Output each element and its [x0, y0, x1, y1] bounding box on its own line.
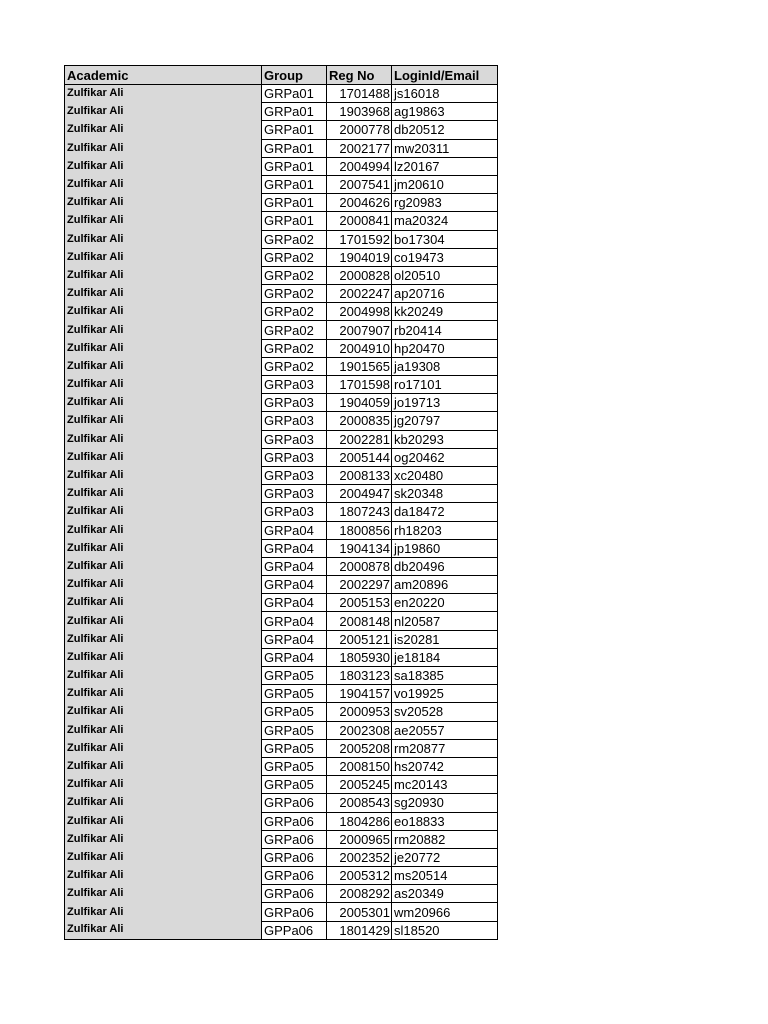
- cell-reg-no: 2008133: [327, 466, 392, 484]
- cell-reg-no: 1904059: [327, 394, 392, 412]
- cell-login-email: bo17304: [392, 230, 498, 248]
- cell-login-email: db20512: [392, 121, 498, 139]
- cell-reg-no: 2005245: [327, 776, 392, 794]
- cell-academic: Zulfikar Ali: [65, 448, 262, 466]
- header-row: [65, 66, 498, 85]
- cell-academic: Zulfikar Ali: [65, 721, 262, 739]
- cell-group: GRPa06: [262, 848, 327, 866]
- cell-academic: Zulfikar Ali: [65, 503, 262, 521]
- cell-group: GRPa01: [262, 194, 327, 212]
- cell-login-email: nl20587: [392, 612, 498, 630]
- cell-group: GRPa01: [262, 212, 327, 230]
- cell-group: GRPa02: [262, 248, 327, 266]
- cell-login-email: kk20249: [392, 303, 498, 321]
- table-row: [65, 812, 498, 830]
- cell-academic: Zulfikar Ali: [65, 194, 262, 212]
- table-body: [65, 85, 498, 940]
- cell-reg-no: 1807243: [327, 503, 392, 521]
- cell-login-email: as20349: [392, 885, 498, 903]
- cell-reg-no: 1701598: [327, 376, 392, 394]
- cell-group: GRPa04: [262, 630, 327, 648]
- cell-reg-no: 2000828: [327, 266, 392, 284]
- cell-login-email: kb20293: [392, 430, 498, 448]
- cell-group: GRPa05: [262, 721, 327, 739]
- cell-login-email: ap20716: [392, 285, 498, 303]
- cell-reg-no: 1701592: [327, 230, 392, 248]
- table-row: [65, 194, 498, 212]
- cell-academic: Zulfikar Ali: [65, 248, 262, 266]
- cell-group: GRPa03: [262, 466, 327, 484]
- table-row: [65, 85, 498, 103]
- cell-reg-no: 2002352: [327, 848, 392, 866]
- cell-reg-no: 2002177: [327, 139, 392, 157]
- table-row: [65, 430, 498, 448]
- table-row: [65, 703, 498, 721]
- cell-group: GRPa06: [262, 812, 327, 830]
- cell-group: GRPa05: [262, 667, 327, 685]
- cell-reg-no: 1801429: [327, 921, 392, 939]
- cell-academic: Zulfikar Ali: [65, 303, 262, 321]
- cell-group: GRPa04: [262, 612, 327, 630]
- cell-reg-no: 2000878: [327, 557, 392, 575]
- cell-academic: Zulfikar Ali: [65, 485, 262, 503]
- cell-academic: Zulfikar Ali: [65, 594, 262, 612]
- cell-academic: Zulfikar Ali: [65, 139, 262, 157]
- cell-academic: Zulfikar Ali: [65, 121, 262, 139]
- table-row: [65, 539, 498, 557]
- table-row: [65, 630, 498, 648]
- cell-academic: Zulfikar Ali: [65, 85, 262, 103]
- table-row: [65, 648, 498, 666]
- table-row: [65, 576, 498, 594]
- table-row: [65, 848, 498, 866]
- cell-group: GRPa02: [262, 230, 327, 248]
- table-row: [65, 594, 498, 612]
- table-row: [65, 321, 498, 339]
- cell-login-email: rm20877: [392, 739, 498, 757]
- table-row: [65, 903, 498, 921]
- cell-login-email: vo19925: [392, 685, 498, 703]
- cell-group: GRPa03: [262, 448, 327, 466]
- table-row: [65, 667, 498, 685]
- cell-academic: Zulfikar Ali: [65, 466, 262, 484]
- cell-academic: Zulfikar Ali: [65, 357, 262, 375]
- cell-login-email: rh18203: [392, 521, 498, 539]
- column-header-group: Group: [262, 66, 327, 85]
- cell-reg-no: 2000841: [327, 212, 392, 230]
- table-row: [65, 757, 498, 775]
- cell-group: GRPa01: [262, 85, 327, 103]
- cell-academic: Zulfikar Ali: [65, 685, 262, 703]
- cell-reg-no: 2008292: [327, 885, 392, 903]
- cell-login-email: ma20324: [392, 212, 498, 230]
- cell-group: GRPa04: [262, 576, 327, 594]
- cell-group: GRPa04: [262, 557, 327, 575]
- cell-reg-no: 2005144: [327, 448, 392, 466]
- table-row: [65, 557, 498, 575]
- table-row: [65, 103, 498, 121]
- cell-reg-no: 2005121: [327, 630, 392, 648]
- cell-academic: Zulfikar Ali: [65, 430, 262, 448]
- cell-login-email: jp19860: [392, 539, 498, 557]
- table-row: [65, 376, 498, 394]
- cell-reg-no: 1904157: [327, 685, 392, 703]
- cell-academic: Zulfikar Ali: [65, 557, 262, 575]
- cell-login-email: og20462: [392, 448, 498, 466]
- cell-group: GRPa01: [262, 175, 327, 193]
- cell-academic: Zulfikar Ali: [65, 376, 262, 394]
- cell-login-email: mw20311: [392, 139, 498, 157]
- cell-academic: Zulfikar Ali: [65, 285, 262, 303]
- cell-reg-no: 1903968: [327, 103, 392, 121]
- cell-academic: Zulfikar Ali: [65, 903, 262, 921]
- table-row: [65, 685, 498, 703]
- cell-login-email: sg20930: [392, 794, 498, 812]
- cell-group: GRPa04: [262, 521, 327, 539]
- cell-academic: Zulfikar Ali: [65, 630, 262, 648]
- column-header-login-email: LoginId/Email: [392, 66, 498, 85]
- cell-reg-no: 2004998: [327, 303, 392, 321]
- cell-academic: Zulfikar Ali: [65, 648, 262, 666]
- cell-login-email: jg20797: [392, 412, 498, 430]
- cell-academic: Zulfikar Ali: [65, 867, 262, 885]
- cell-login-email: hs20742: [392, 757, 498, 775]
- cell-group: GRPa02: [262, 303, 327, 321]
- table-row: [65, 739, 498, 757]
- cell-academic: Zulfikar Ali: [65, 103, 262, 121]
- cell-group: GRPa04: [262, 594, 327, 612]
- cell-group: GRPa05: [262, 685, 327, 703]
- cell-academic: Zulfikar Ali: [65, 157, 262, 175]
- table-row: [65, 121, 498, 139]
- cell-reg-no: 2002308: [327, 721, 392, 739]
- cell-login-email: rg20983: [392, 194, 498, 212]
- cell-academic: Zulfikar Ali: [65, 757, 262, 775]
- table-row: [65, 394, 498, 412]
- cell-login-email: co19473: [392, 248, 498, 266]
- cell-reg-no: 2008150: [327, 757, 392, 775]
- cell-login-email: je20772: [392, 848, 498, 866]
- table-row: [65, 339, 498, 357]
- cell-reg-no: 2000953: [327, 703, 392, 721]
- cell-login-email: js16018: [392, 85, 498, 103]
- cell-academic: Zulfikar Ali: [65, 885, 262, 903]
- cell-reg-no: 2004626: [327, 194, 392, 212]
- cell-academic: Zulfikar Ali: [65, 230, 262, 248]
- cell-login-email: hp20470: [392, 339, 498, 357]
- cell-login-email: ms20514: [392, 867, 498, 885]
- table-row: [65, 830, 498, 848]
- cell-login-email: en20220: [392, 594, 498, 612]
- cell-login-email: db20496: [392, 557, 498, 575]
- table-row: [65, 885, 498, 903]
- cell-reg-no: 2005208: [327, 739, 392, 757]
- cell-reg-no: 1805930: [327, 648, 392, 666]
- cell-login-email: jm20610: [392, 175, 498, 193]
- cell-reg-no: 2008543: [327, 794, 392, 812]
- table-row: [65, 466, 498, 484]
- table-row: [65, 357, 498, 375]
- cell-login-email: wm20966: [392, 903, 498, 921]
- cell-academic: Zulfikar Ali: [65, 703, 262, 721]
- cell-reg-no: 2007907: [327, 321, 392, 339]
- table-row: [65, 412, 498, 430]
- cell-reg-no: 2000778: [327, 121, 392, 139]
- cell-login-email: ja19308: [392, 357, 498, 375]
- cell-login-email: sk20348: [392, 485, 498, 503]
- cell-reg-no: 1803123: [327, 667, 392, 685]
- table-row: [65, 612, 498, 630]
- cell-academic: Zulfikar Ali: [65, 539, 262, 557]
- cell-group: GRPa03: [262, 503, 327, 521]
- cell-reg-no: 2005301: [327, 903, 392, 921]
- cell-reg-no: 1701488: [327, 85, 392, 103]
- cell-group: GRPa02: [262, 357, 327, 375]
- cell-login-email: jo19713: [392, 394, 498, 412]
- table-row: [65, 867, 498, 885]
- cell-group: GRPa02: [262, 266, 327, 284]
- cell-reg-no: 1904134: [327, 539, 392, 557]
- cell-academic: Zulfikar Ali: [65, 212, 262, 230]
- table-row: [65, 303, 498, 321]
- student-allocation-table: [64, 65, 498, 940]
- table-row: [65, 230, 498, 248]
- cell-academic: Zulfikar Ali: [65, 848, 262, 866]
- cell-reg-no: 2005312: [327, 867, 392, 885]
- cell-login-email: xc20480: [392, 466, 498, 484]
- cell-login-email: is20281: [392, 630, 498, 648]
- cell-academic: Zulfikar Ali: [65, 321, 262, 339]
- cell-group: GPPa06: [262, 921, 327, 939]
- cell-academic: Zulfikar Ali: [65, 175, 262, 193]
- cell-reg-no: 2002247: [327, 285, 392, 303]
- cell-reg-no: 2004947: [327, 485, 392, 503]
- cell-group: GRPa05: [262, 776, 327, 794]
- cell-reg-no: 2000835: [327, 412, 392, 430]
- cell-login-email: ag19863: [392, 103, 498, 121]
- column-header-reg-no: Reg No: [327, 66, 392, 85]
- cell-reg-no: 2000965: [327, 830, 392, 848]
- table-row: [65, 212, 498, 230]
- cell-academic: Zulfikar Ali: [65, 739, 262, 757]
- cell-group: GRPa01: [262, 157, 327, 175]
- table-row: [65, 485, 498, 503]
- cell-group: GRPa03: [262, 394, 327, 412]
- table-row: [65, 448, 498, 466]
- cell-reg-no: 2002297: [327, 576, 392, 594]
- table-row: [65, 521, 498, 539]
- table-row: [65, 266, 498, 284]
- column-header-academic: Academic: [65, 66, 262, 85]
- cell-group: GRPa03: [262, 430, 327, 448]
- cell-group: GRPa03: [262, 485, 327, 503]
- cell-login-email: ro17101: [392, 376, 498, 394]
- cell-reg-no: 2005153: [327, 594, 392, 612]
- cell-group: GRPa05: [262, 703, 327, 721]
- table-row: [65, 157, 498, 175]
- cell-login-email: ae20557: [392, 721, 498, 739]
- cell-login-email: sv20528: [392, 703, 498, 721]
- cell-academic: Zulfikar Ali: [65, 412, 262, 430]
- cell-group: GRPa05: [262, 757, 327, 775]
- cell-academic: Zulfikar Ali: [65, 266, 262, 284]
- cell-academic: Zulfikar Ali: [65, 921, 262, 939]
- cell-academic: Zulfikar Ali: [65, 812, 262, 830]
- cell-reg-no: 1901565: [327, 357, 392, 375]
- cell-reg-no: 1904019: [327, 248, 392, 266]
- cell-reg-no: 2002281: [327, 430, 392, 448]
- cell-academic: Zulfikar Ali: [65, 394, 262, 412]
- cell-login-email: je18184: [392, 648, 498, 666]
- cell-group: GRPa06: [262, 794, 327, 812]
- cell-login-email: lz20167: [392, 157, 498, 175]
- cell-group: GRPa05: [262, 739, 327, 757]
- cell-academic: Zulfikar Ali: [65, 794, 262, 812]
- cell-login-email: sa18385: [392, 667, 498, 685]
- cell-group: GRPa01: [262, 103, 327, 121]
- table-row: [65, 248, 498, 266]
- table-row: [65, 285, 498, 303]
- cell-academic: Zulfikar Ali: [65, 521, 262, 539]
- cell-academic: Zulfikar Ali: [65, 576, 262, 594]
- table-row: [65, 776, 498, 794]
- cell-login-email: mc20143: [392, 776, 498, 794]
- cell-login-email: rb20414: [392, 321, 498, 339]
- cell-group: GRPa02: [262, 339, 327, 357]
- table-row: [65, 503, 498, 521]
- cell-login-email: sl18520: [392, 921, 498, 939]
- cell-group: GRPa06: [262, 867, 327, 885]
- cell-group: GRPa02: [262, 285, 327, 303]
- cell-login-email: ol20510: [392, 266, 498, 284]
- table-row: [65, 721, 498, 739]
- table-row: [65, 794, 498, 812]
- cell-academic: Zulfikar Ali: [65, 776, 262, 794]
- cell-login-email: am20896: [392, 576, 498, 594]
- cell-academic: Zulfikar Ali: [65, 830, 262, 848]
- table-row: [65, 921, 498, 939]
- cell-group: GRPa02: [262, 321, 327, 339]
- cell-group: GRPa03: [262, 412, 327, 430]
- cell-reg-no: 2007541: [327, 175, 392, 193]
- cell-reg-no: 2004910: [327, 339, 392, 357]
- cell-group: GRPa01: [262, 121, 327, 139]
- cell-group: GRPa03: [262, 376, 327, 394]
- cell-academic: Zulfikar Ali: [65, 339, 262, 357]
- cell-group: GRPa04: [262, 539, 327, 557]
- cell-group: GRPa06: [262, 885, 327, 903]
- cell-login-email: eo18833: [392, 812, 498, 830]
- cell-group: GRPa06: [262, 830, 327, 848]
- cell-group: GRPa04: [262, 648, 327, 666]
- cell-reg-no: 2004994: [327, 157, 392, 175]
- cell-reg-no: 1804286: [327, 812, 392, 830]
- cell-login-email: rm20882: [392, 830, 498, 848]
- cell-academic: Zulfikar Ali: [65, 667, 262, 685]
- table-row: [65, 175, 498, 193]
- cell-reg-no: 1800856: [327, 521, 392, 539]
- cell-academic: Zulfikar Ali: [65, 612, 262, 630]
- cell-group: GRPa06: [262, 903, 327, 921]
- cell-login-email: da18472: [392, 503, 498, 521]
- cell-group: GRPa01: [262, 139, 327, 157]
- table-row: [65, 139, 498, 157]
- cell-reg-no: 2008148: [327, 612, 392, 630]
